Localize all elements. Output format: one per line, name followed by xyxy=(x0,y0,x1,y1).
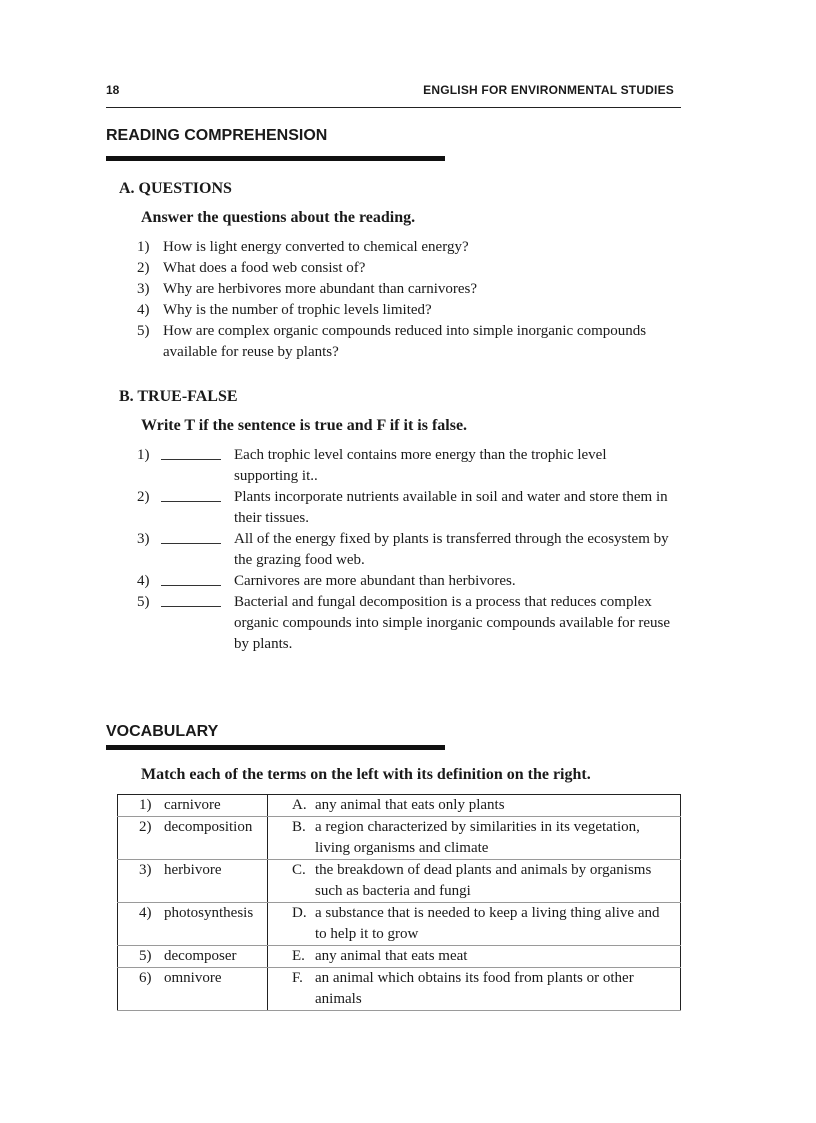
term-cell: 3) herbivore xyxy=(118,860,268,903)
question-list xyxy=(130,237,650,363)
vocabulary-matching-table xyxy=(117,794,681,1011)
definition-cell: B. a region characterized by similarities in its vegetation, living organisms and climate xyxy=(268,817,681,860)
term-cell: 6) omnivore xyxy=(118,968,268,1011)
section-title-reading: READING COMPREHENSION xyxy=(106,127,328,144)
true-false-item: 5) Bacterial and fungal decomposition is a process that reduces complex organic compounds into simple inorganic compounds available for reuse by plants. xyxy=(137,594,671,652)
true-false-item: 2) Plants incorporate nutrients available in soil and water and store them in their tissues. xyxy=(137,489,668,526)
running-title: ENGLISH FOR ENVIRONMENTAL STUDIES xyxy=(423,83,674,97)
true-false-heading: B. TRUE-FALSE xyxy=(119,388,238,405)
term-cell: 4) photosynthesis xyxy=(118,903,268,946)
question-item: 2) What does a food web consist of? xyxy=(137,260,366,276)
page-header xyxy=(106,83,681,108)
question-item: 5) How are complex organic compounds reduced into simple inorganic compounds available for reuse by plants? xyxy=(137,323,647,360)
answer-blank[interactable] xyxy=(161,585,221,586)
questions-instruction: Answer the questions about the reading. xyxy=(141,209,416,226)
definition-cell: C. the breakdown of dead plants and animals by organisms such as bacteria and fungi xyxy=(268,860,681,903)
definition-cell: E. any animal that eats meat xyxy=(268,946,681,968)
question-item: 3) Why are herbivores more abundant than carnivores? xyxy=(137,281,478,297)
term-cell: 1) carnivore xyxy=(118,795,268,817)
answer-blank[interactable] xyxy=(161,501,221,502)
page-number: 18 xyxy=(106,83,120,97)
answer-blank[interactable] xyxy=(161,543,221,544)
questions-heading: A. QUESTIONS xyxy=(119,180,232,197)
definition-cell: F. an animal which obtains its food from plants or other animals xyxy=(268,968,681,1011)
answer-blank[interactable] xyxy=(161,459,221,460)
section-rule-vocabulary xyxy=(106,745,445,750)
table-row xyxy=(118,817,681,860)
definition-cell: D. a substance that is needed to keep a living thing alive and to help it to grow xyxy=(268,903,681,946)
section-rule-reading xyxy=(106,156,445,161)
section-title-vocabulary: VOCABULARY xyxy=(106,723,219,740)
definition-cell: A. any animal that eats only plants xyxy=(268,795,681,817)
term-cell: 5) decomposer xyxy=(118,946,268,968)
question-item: 4) Why is the number of trophic levels limited? xyxy=(137,302,432,318)
table-row xyxy=(118,795,681,817)
term-cell: 2) decomposition xyxy=(118,817,268,860)
true-false-item: 3) All of the energy fixed by plants is transferred through the ecosystem by the grazing food web. xyxy=(137,531,669,568)
true-false-item: 1) Each trophic level contains more energy than the trophic level supporting it.. xyxy=(137,447,607,484)
true-false-item: 4) Carnivores are more abundant than herbivores. xyxy=(137,573,516,589)
answer-blank[interactable] xyxy=(161,606,221,607)
true-false-instruction: Write T if the sentence is true and F if it is false. xyxy=(141,417,468,434)
table-row xyxy=(118,968,681,1011)
table-row xyxy=(118,860,681,903)
table-row xyxy=(118,903,681,946)
vocabulary-instruction: Match each of the terms on the left with its definition on the right. xyxy=(141,766,591,783)
table-row xyxy=(118,946,681,968)
question-item: 1) How is light energy converted to chemical energy? xyxy=(137,239,469,255)
true-false-list xyxy=(130,445,670,655)
